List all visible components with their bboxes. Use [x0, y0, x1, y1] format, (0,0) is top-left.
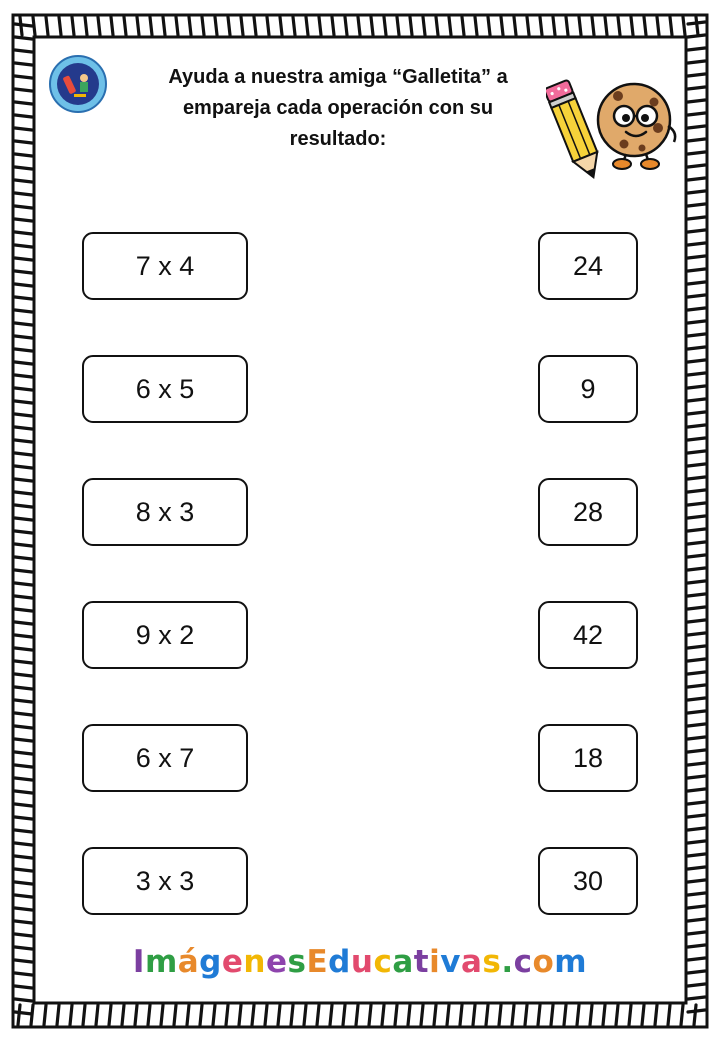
result-label: 30 [572, 865, 604, 896]
result-label: 9 [580, 373, 596, 404]
footer-brand-letter: a [392, 944, 414, 980]
footer-brand-letter: n [243, 944, 266, 980]
result-card-3[interactable] [538, 478, 638, 546]
operation-card-2[interactable] [82, 355, 248, 423]
footer-brand-letter: v [440, 944, 461, 980]
footer-brand-letter: I [132, 944, 145, 980]
footer-brand-letter: s [482, 944, 502, 980]
instructions-title [128, 62, 548, 155]
result-label: 28 [572, 496, 604, 527]
result-card-6[interactable] [538, 847, 638, 915]
footer-brand-letter: g [199, 944, 222, 980]
result-card-5[interactable] [538, 724, 638, 792]
title-line-3: resultado: [289, 128, 387, 150]
result-label: 24 [572, 250, 604, 281]
footer-brand-letter: o [532, 944, 555, 980]
operation-label: 3 x 3 [135, 865, 195, 896]
footer-brand-letter: t [413, 944, 430, 980]
result-card-4[interactable] [538, 601, 638, 669]
footer-brand-letter: u [350, 944, 374, 980]
footer-brand-letter: e [221, 944, 244, 980]
operation-label: 9 x 2 [135, 619, 195, 650]
footer-brand-letter: c [513, 944, 533, 980]
footer-brand-letter: m [554, 944, 588, 980]
operation-card-1[interactable] [82, 232, 248, 300]
footer-brand-letter: d [328, 944, 351, 980]
result-card-2[interactable] [538, 355, 638, 423]
footer-brand-letter: m [144, 944, 178, 980]
result-label: 42 [572, 619, 604, 650]
title-line-2: empareja cada operación con su [182, 97, 494, 119]
footer-brand-text [0, 944, 720, 980]
footer-brand-letter: e [265, 944, 288, 980]
operation-label: 6 x 7 [135, 742, 195, 773]
operation-card-5[interactable] [82, 724, 248, 792]
operation-label: 6 x 5 [135, 373, 195, 404]
cookie-with-pencil-icon [546, 66, 686, 186]
footer-brand-letter: c [373, 944, 393, 980]
school-logo-icon [48, 54, 108, 114]
footer-brand-letter: a [460, 944, 483, 980]
footer-brand-letter: á [177, 944, 200, 980]
footer-brand-letter: E [306, 944, 329, 980]
operation-card-6[interactable] [82, 847, 248, 915]
operation-label: 7 x 4 [135, 250, 195, 281]
result-card-1[interactable] [538, 232, 638, 300]
title-line-1: Ayuda a nuestra amiga “Galletita” a [168, 66, 508, 88]
footer-brand-letter: s [287, 944, 307, 980]
operation-label: 8 x 3 [135, 496, 195, 527]
footer-brand-letter: i [429, 944, 441, 980]
operation-card-4[interactable] [82, 601, 248, 669]
operation-card-3[interactable] [82, 478, 248, 546]
result-label: 18 [572, 742, 604, 773]
footer-brand-letter: . [501, 944, 514, 980]
